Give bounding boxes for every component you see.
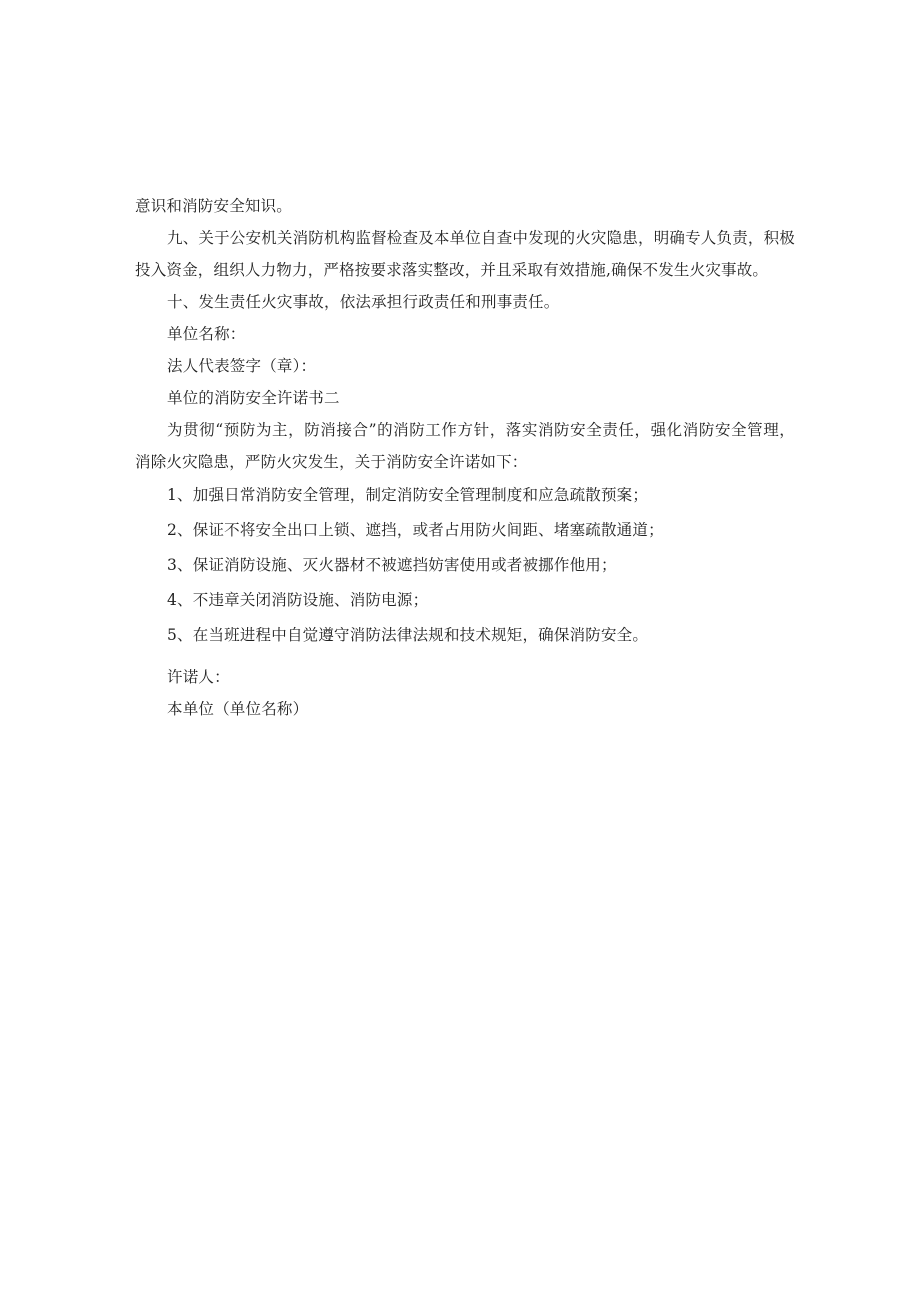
document-body	[135, 190, 795, 725]
paragraph-ten: 十、发生责任火灾事故，依法承担行政责任和刑事责任。	[167, 293, 560, 311]
legal-representative-signature-label: 法人代表签字（章）：	[167, 357, 317, 375]
promiser-label: 许诺人：	[167, 668, 230, 686]
intro-paragraph: 为贯彻“预防为主，防消接合”的消防工作方针，落实消防安全责任，强化消防安全管理，消除火灾隐患，严防火灾发生，关于消防安全许诺如下：	[135, 421, 795, 471]
spacer	[135, 653, 795, 661]
list-item-3: 3、保证消防设施、灭火器材不被遮挡妨害使用或者被挪作他用；	[167, 556, 617, 574]
list-item-1: 1、加强日常消防安全管理，制定消防安全管理制度和应急疏散预案；	[167, 486, 649, 504]
list-item-4: 4、不违章关闭消防设施、消防电源；	[167, 591, 429, 609]
list-item-2: 2、保证不将安全出口上锁、遮挡，或者占用防火间距、堵塞疏散通道；	[167, 521, 664, 539]
list-item-5: 5、在当班进程中自觉遵守消防法律法规和技术规矩，确保消防安全。	[167, 626, 649, 644]
section-title: 单位的消防安全许诺书二	[167, 389, 340, 407]
unit-label: 本单位（单位名称）	[167, 700, 309, 718]
paragraph-nine: 九、关于公安机关消防机构监督检查及本单位自查中发现的火灾隐患，明确专人负责，积极投入资金，组织人力物力，严格按要求落实整改，并且采取有效措施,确保不发生火灾事故。	[135, 229, 796, 279]
continued-paragraph: 意识和消防安全知识。	[135, 197, 293, 215]
unit-name-label: 单位名称：	[167, 325, 246, 343]
